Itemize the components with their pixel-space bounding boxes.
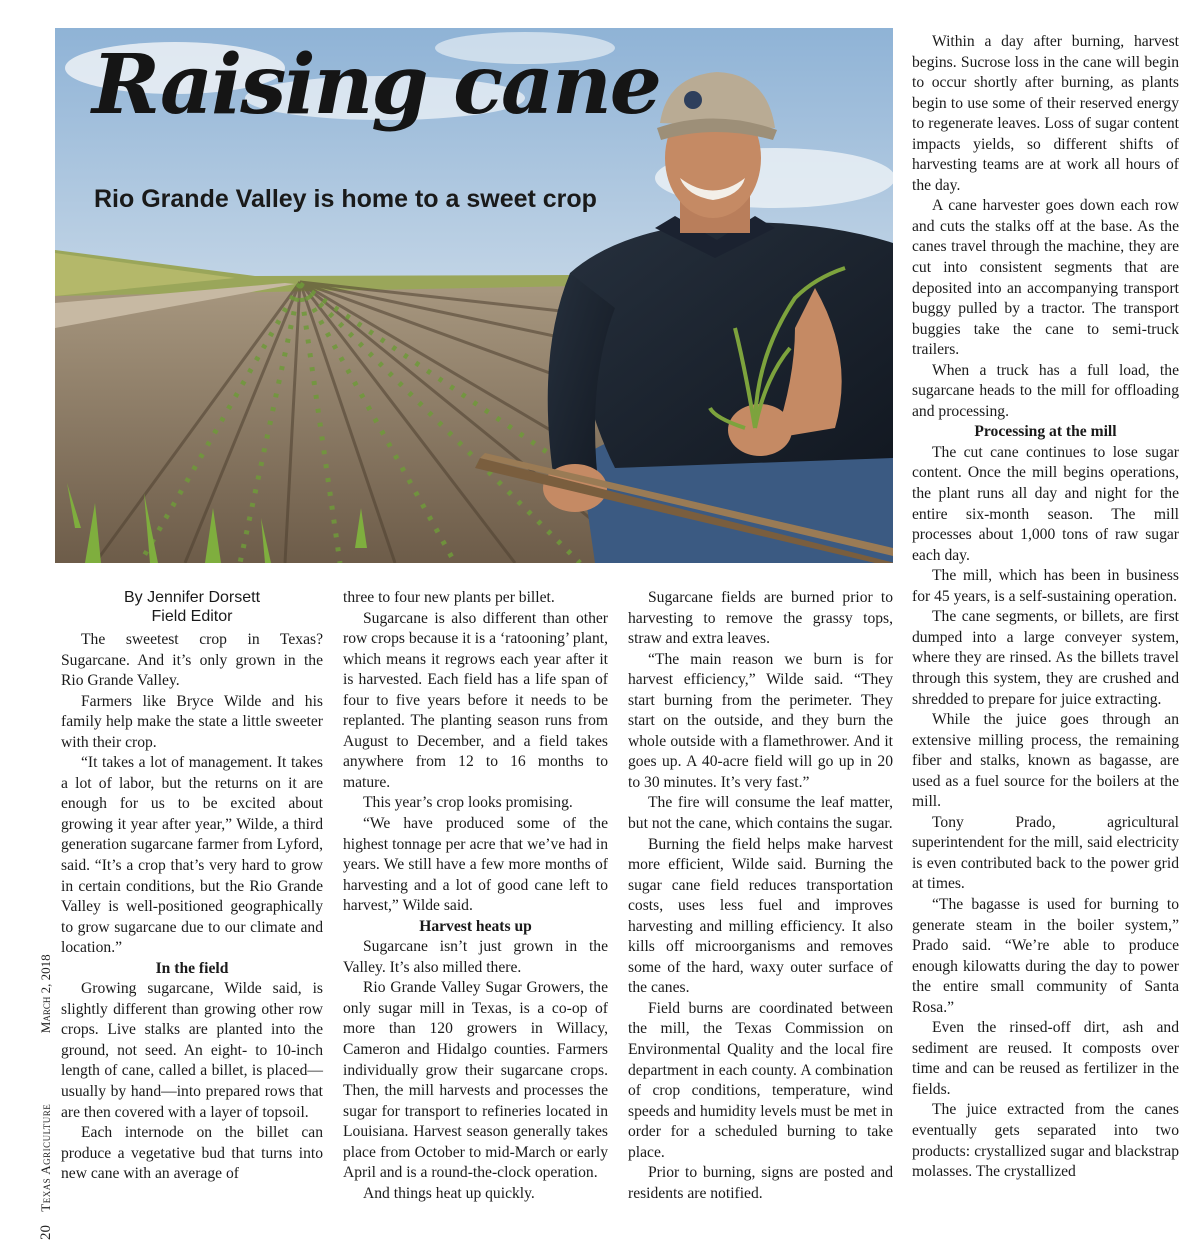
page-folio	[38, 954, 55, 1240]
issue-date: March 2, 2018	[38, 954, 53, 1034]
paragraph: Each internode on the billet can produce a vegetative bud that turns into new cane with an average of	[61, 1124, 323, 1183]
paragraph: Sugarcane fields are burned prior to harvesting to remove the grassy tops, straw and extra leaves.	[628, 589, 893, 648]
paragraph: Field burns are coordinated between the mill, the Texas Commission on Environmental Quality and the local fire department in each county. A combination of crop conditions, temperature, wind speeds and humidity levels must be met in order for a scheduled burning to take place.	[628, 999, 893, 1161]
paragraph: “It takes a lot of management. It takes a lot of labor, but the returns on it are enough for us to be excited about growing it year after year,” Wilde, a third generation sugarcane farmer from Lyford, said. “It’s a crop that’s very hard to grow in certain conditions, but the Rio Grande Valley is well-positioned geographically to grow sugarcane due to our climate and location.”	[61, 754, 323, 957]
paragraph: “The bagasse is used for burning to generate steam in the boiler system,” Prado said. “We’re able to produce enough kilowatts during the day to power the entire small community of Santa Rosa.”	[912, 895, 1179, 1016]
article-column-2	[343, 588, 608, 1204]
paragraph: Within a day after burning, harvest begins. Sucrose loss in the cane will begin to occur shortly after burning, as plants begin to use some of their reserved energy to regenerate leaves. Loss of sugar content impacts yields, so different shifts of harvesting teams are at work all hours of the day.	[912, 33, 1179, 194]
paragraph: This year’s crop looks promising.	[363, 794, 573, 812]
paragraph: Rio Grande Valley Sugar Growers, the only sugar mill in Texas, is a co-op of more than 120 growers in Willacy, Cameron and Hidalgo counties. Farmers individually grow their sugarcane crops. Then, the mill harvests and processes the sugar for transport to refineries located in Louisiana. Harvest season generally takes place from October to mid-March or early April and is a round-the-clock operation.	[343, 979, 608, 1182]
paragraph: Prior to burning, signs are posted and residents are notified.	[628, 1164, 893, 1202]
paragraph: Sugarcane isn’t just grown in the Valley. It’s also milled there.	[343, 938, 608, 976]
section-heading: Processing at the mill	[974, 423, 1117, 441]
paragraph: A cane harvester goes down each row and cuts the stalks off at the base. As the canes travel through the machine, they are cut into consistent segments that are deposited into an accompanying transport buggy pulled by a tractor. The transport buggies take the cane to semi-truck trailers.	[912, 197, 1179, 359]
article-column-3	[628, 588, 893, 1204]
paragraph: When a truck has a full load, the sugarcane heads to the mill for offloading and processing.	[912, 361, 1179, 420]
paragraph: While the juice goes through an extensive milling process, the remaining fiber and stalks, known as bagasse, are used as a fuel source for the boilers at the mill.	[912, 711, 1179, 811]
magazine-name: Texas Agriculture	[38, 1103, 53, 1212]
paragraph: Tony Prado, agricultural superintendent for the mill, said electricity is even contributed back to the power grid at times.	[912, 813, 1179, 893]
byline-role: Field Editor	[151, 608, 233, 625]
page-number: 20	[38, 1225, 54, 1240]
paragraph: The juice extracted from the canes eventually gets separated into two products: crystallized sugar and blackstrap molasses. The crystallized	[912, 1101, 1179, 1181]
byline	[61, 588, 323, 626]
paragraph: Burning the field helps make harvest more efficient, Wilde said. Burning the sugar cane field reduces transportation costs, uses less fuel and improves harvesting and milling efficiency. It also kills off microorganisms and removes some of the hard, waxy outer surface of the canes.	[628, 835, 893, 997]
paragraph: Farmers like Bryce Wilde and his family help make the state a little sweeter with their crop.	[61, 692, 323, 751]
paragraph: Even the rinsed-off dirt, ash and sediment are reused. It composts over time and can be reused as fertilizer in the fields.	[912, 1019, 1179, 1098]
section-heading: In the field	[155, 959, 229, 977]
paragraph: three to four new plants per billet.	[343, 589, 555, 606]
paragraph: Sugarcane is also different than other row crops because it is a ‘ratooning’ plant, which means it regrows each year after it is harvested. Each field has a life span of four to five years before it needs to be replanted. The planting season runs from August to December, and a field takes anywhere from 12 to 16 months to mature.	[343, 609, 608, 791]
subheadline: Rio Grande Valley is home to a sweet crop	[94, 185, 597, 213]
paragraph: The sweetest crop in Texas? Sugarcane. And it’s only grown in the Rio Grande Valley.	[61, 631, 323, 690]
article-column-1	[61, 588, 323, 1185]
paragraph: “The main reason we burn is for harvest efficiency,” Wilde said. “They start burning from the perimeter. They start on the outside, and they burn the whole outside with a flamethrower. And it goes up. A 40-acre field will go up in 20 to 30 minutes. It’s very fast.”	[628, 650, 893, 791]
paragraph: The fire will consume the leaf matter, but not the cane, which contains the sugar.	[628, 794, 893, 833]
paragraph: Growing sugarcane, Wilde said, is slightly different than growing other row crops. Live stalks are planted into the ground, not seed. An eight- to 10-inch length of cane, called a billet, is placed—usually by hand—into prepared rows that are then covered with a layer of topsoil.	[61, 980, 323, 1121]
paragraph: The cut cane continues to lose sugar content. Once the mill begins operations, the plant runs all day and night for the entire six-month season. The mill processes about 1,000 tons of raw sugar each day.	[912, 443, 1179, 564]
headline: Raising cane	[92, 37, 660, 133]
byline-author: By Jennifer Dorsett	[123, 589, 261, 606]
article-column-4	[912, 32, 1179, 1183]
paragraph: “We have produced some of the highest tonnage per acre that we’ve had in years. We still have a few more months of harvesting and a lot of good cane left to harvest,” Wilde said.	[343, 815, 608, 915]
paragraph: And things heat up quickly.	[363, 1184, 535, 1202]
paragraph: The mill, which has been in business for 45 years, is a self-sustaining operation.	[912, 567, 1179, 605]
paragraph: The cane segments, or billets, are first dumped into a large conveyer system, where they are rinsed. As the billets travel through this system, they are crushed and shredded to prepare for juice extracting.	[912, 608, 1179, 708]
section-heading: Harvest heats up	[419, 917, 532, 935]
